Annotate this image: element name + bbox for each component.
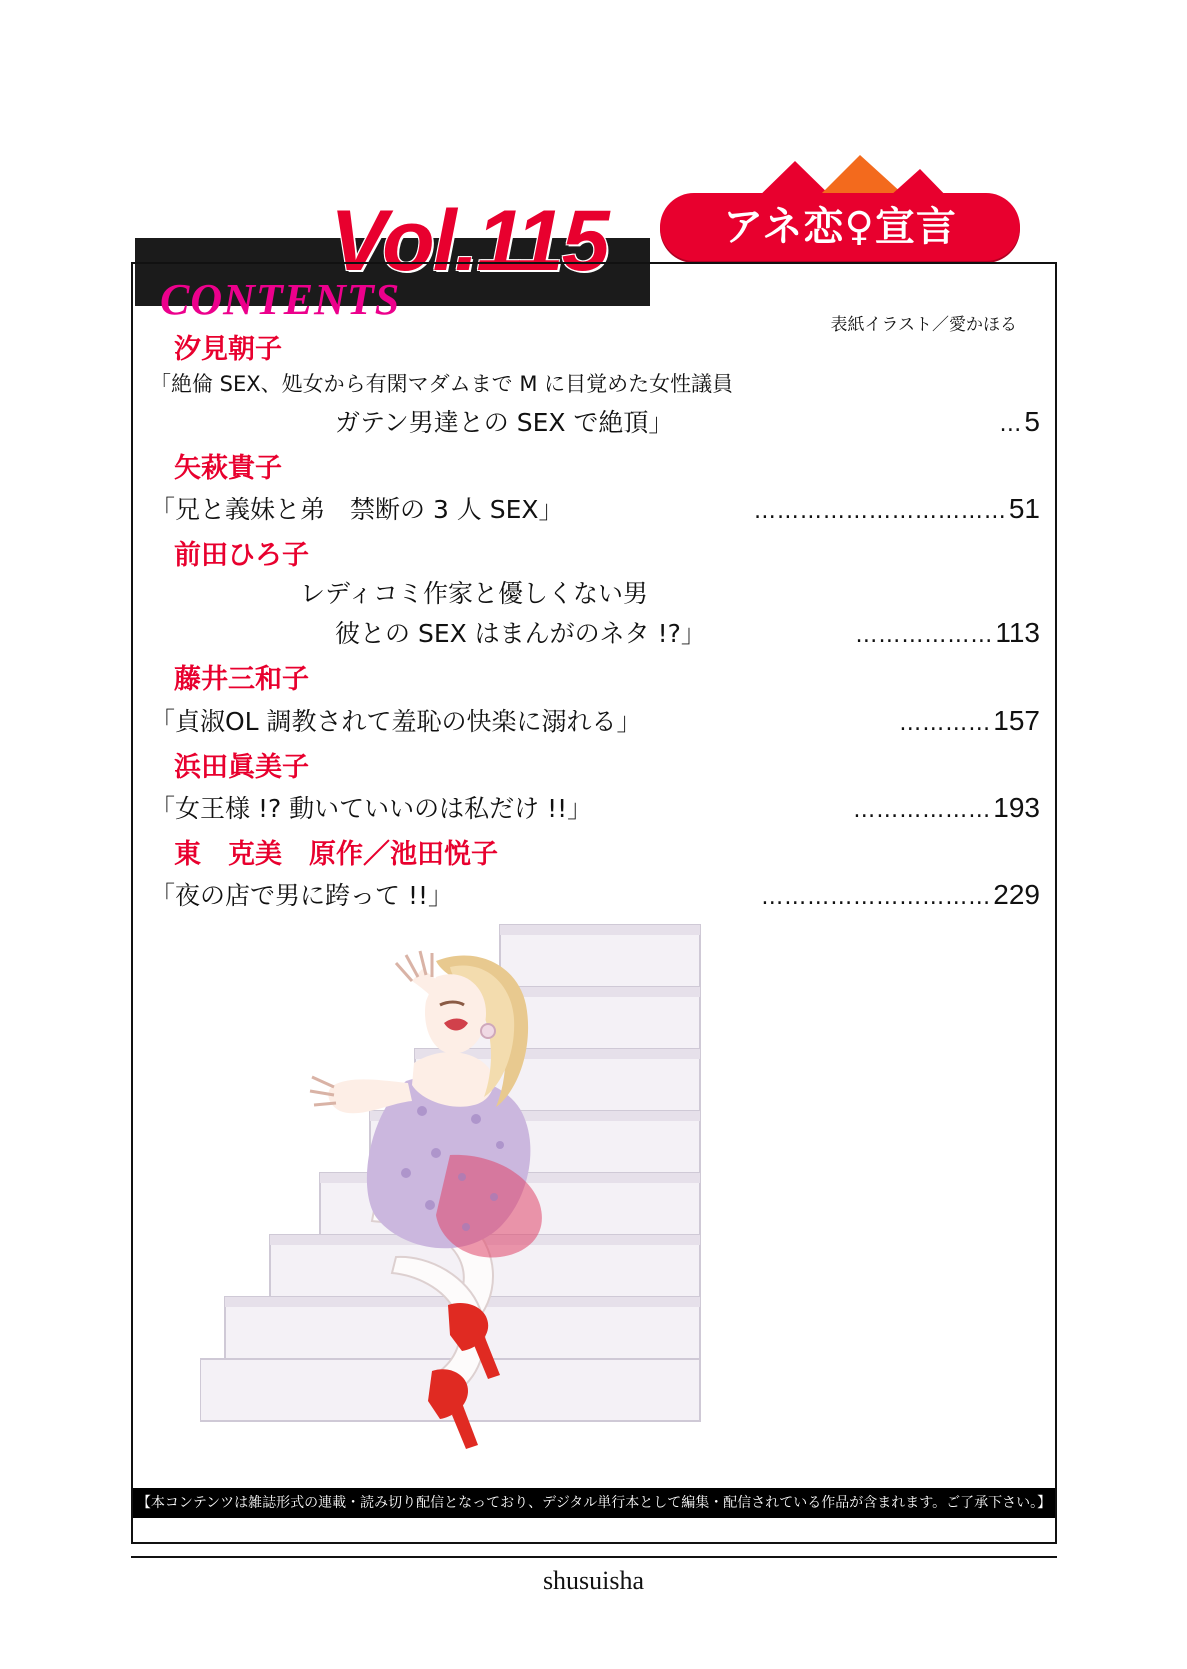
toc-title-row [150,612,1040,654]
contents-heading: CONTENTS [160,275,401,324]
cover-illustration [200,905,720,1465]
toc-title-row [150,700,1040,742]
toc-dots: …………………………… [753,498,1007,524]
toc-title-line: 「貞淑OL 調教されて羞恥の快楽に溺れる」 [150,706,642,736]
toc-page-number: 51 [1008,492,1040,524]
toc-entry[interactable] [150,660,1040,741]
toc-entry[interactable] [150,748,1040,829]
toc-dots: ……………… [853,797,992,823]
toc-author: 汐見朝子 [174,334,282,365]
notice-bar: 【本コンテンツは雑誌形式の連載・読み切り配信となっており、デジタル単行本として編集・配信されている作品が含まれます。ご了承下さい。】 [133,1488,1055,1518]
toc-author: 東 克美 原作／池田悦子 [174,838,498,870]
toc-title-line: ガテン男達との SEX で絶頂」 [335,407,674,437]
toc-title-line: 「絶倫 SEX、処女から有閑マダムまで M に目覚めた女性議員 [150,372,734,397]
volume-label: Vol.115 [330,193,608,289]
cover-credit: 表紙イラスト／愛かほる [830,315,1017,335]
toc-dots: ……………… [855,623,994,649]
toc-author: 藤井三和子 [174,664,309,696]
magazine-logo [660,155,1020,260]
toc-author: 浜田眞美子 [174,751,309,783]
toc-title-line: 「兄と義妹と弟 禁断の 3 人 SEX」 [150,494,564,524]
footer-divider [131,1556,1057,1558]
toc-page-number: 193 [993,791,1040,823]
toc-dots: ………………………… [761,884,992,910]
toc-title-line: 「女王様 !? 動いていいのは私だけ !!」 [150,793,593,823]
toc-title-row [150,787,1040,829]
publisher-name: shusuisha [542,1566,645,1595]
toc-entry[interactable] [150,835,1040,916]
toc-author: 前田ひろ子 [174,539,309,571]
toc-title-line: 「夜の店で男に跨って !!」 [150,880,453,910]
logo-text: アネ恋♀宣言 [723,204,957,250]
toc-entry[interactable] [150,449,1040,530]
toc-author: 矢萩貴子 [174,452,282,484]
toc-title-line: 彼との SEX はまんがのネタ !?」 [335,619,706,649]
toc-title-row [150,401,1040,443]
toc-page-number: 229 [993,878,1040,910]
illustration-woman-on-stairs [200,905,720,1465]
table-of-contents [150,330,1040,922]
toc-dots: … [999,411,1023,437]
toc-page-number: 113 [995,617,1040,649]
toc-page-number: 5 [1024,405,1040,437]
toc-title-line: レディコミ作家と優しくない男 [300,578,649,608]
toc-entry[interactable] [150,330,1040,443]
toc-dots: ………… [899,710,992,736]
toc-title-row [150,488,1040,530]
toc-entry[interactable] [150,536,1040,655]
toc-page-number: 157 [993,704,1040,736]
